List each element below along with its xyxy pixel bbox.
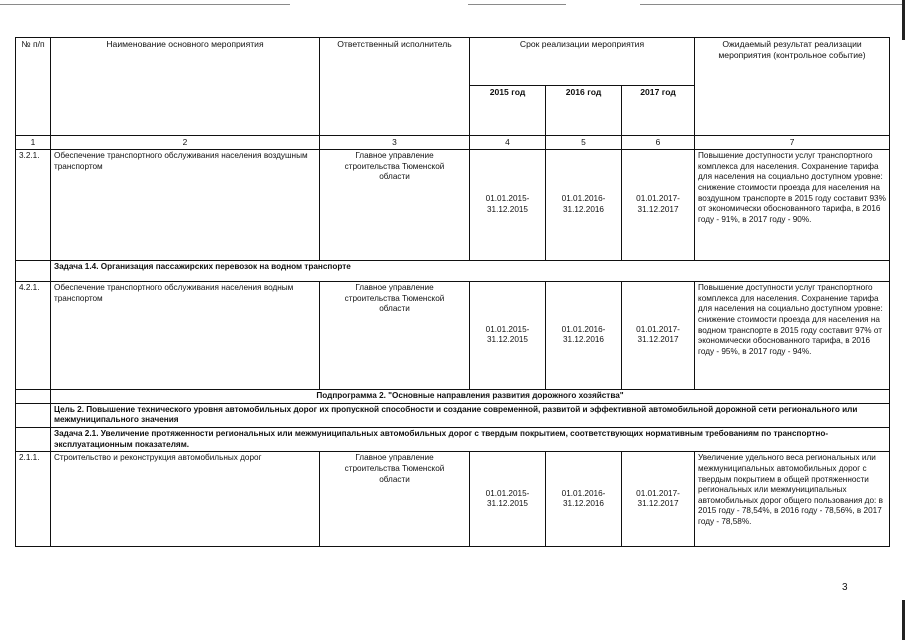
header-period: Срок реализации мероприятия [470,38,695,86]
row-period-2015: 01.01.2015- 31.12.2015 [470,281,546,389]
subprogram-2: Подпрограмма 2. "Основные направления развития дорожного хозяйства" [51,389,890,403]
row-period-2016: 01.01.2016- 31.12.2016 [546,452,622,547]
task-row [16,427,890,451]
row-name: Обеспечение транспортного обслуживания населения воздушным транспортом [51,149,320,260]
header-result: Ожидаемый результат реализации мероприятия (контрольное событие) [695,38,890,136]
top-scan-rule-left [0,4,290,5]
row-name: Обеспечение транспортного обслуживания населения водным транспортом [51,281,320,389]
column-numbers-row [16,136,890,150]
header-name: Наименование основного мероприятия [51,38,320,136]
task-num-cell [16,427,51,451]
top-scan-rule-right [640,4,905,5]
col-number: 6 [622,136,695,150]
col-number: 7 [695,136,890,150]
header-executor: Ответственный исполнитель [320,38,470,136]
top-scan-rule-mid [468,4,566,5]
page-number: 3 [842,582,848,593]
row-period-2015: 01.01.2015- 31.12.2015 [470,149,546,260]
row-period-2016: 01.01.2016- 31.12.2016 [546,281,622,389]
col-number: 2 [51,136,320,150]
row-result: Повышение доступности услуг транспортного комплекса для населения. Сохранение тарифа для населения на социально доступном уровне: снижение стоимости проезда для населения на водном транспорте в 2015 году составит 97% от экономически обоснованного тарифа, в 2016 году - 95%, в 2017 году - 94%. [695,281,890,389]
row-period-2017: 01.01.2017- 31.12.2017 [622,281,695,389]
task-2-1: Задача 2.1. Увеличение протяженности региональных или межмуниципальных автомобильных дорог с твердым покрытием, соответствующих нормативным требованиям по транспортно-эксплуатационным показателям. [51,427,890,451]
goal-2: Цель 2. Повышение технического уровня автомобильных дорог их пропускной способности и создание современной, развитой и эффективной автомобильной дорожной сети регионального или межмуниципального значения [51,403,890,427]
task-1-4: Задача 1.4. Организация пассажирских перевозок на водном транспорте [51,260,890,281]
row-period-2016: 01.01.2016- 31.12.2016 [546,149,622,260]
goal-row [16,403,890,427]
header-year-2016: 2016 год [546,86,622,136]
task-num-cell [16,260,51,281]
header-row [16,38,890,86]
col-number: 4 [470,136,546,150]
col-number: 3 [320,136,470,150]
row-num: 2.1.1. [16,452,51,547]
header-year-2017: 2017 год [622,86,695,136]
row-name: Строительство и реконструкция автомобильных дорог [51,452,320,547]
goal-num-cell [16,403,51,427]
row-period-2017: 01.01.2017- 31.12.2017 [622,452,695,547]
row-executor: Главное управление строительства Тюменской области [320,281,470,389]
header-num: № п/п [16,38,51,136]
row-executor: Главное управление строительства Тюменской области [320,149,470,260]
header-year-2015: 2015 год [470,86,546,136]
row-result: Повышение доступности услуг транспортного комплекса для населения. Сохранение тарифа для населения на социально доступном уровне: снижение стоимости проезда для населения на воздушном транспорте в 2015 году составит 93% от экономически обоснованного тарифа, в 2016 году - 91%, в 2017 году - 90%. [695,149,890,260]
row-period-2015: 01.01.2015- 31.12.2015 [470,452,546,547]
col-number: 1 [16,136,51,150]
table-row [16,281,890,389]
task-row [16,260,890,281]
measures-table [15,37,890,547]
subprogram-row [16,389,890,403]
row-num: 4.2.1. [16,281,51,389]
row-num: 3.2.1. [16,149,51,260]
subprogram-num-cell [16,389,51,403]
row-executor: Главное управление строительства Тюменской области [320,452,470,547]
row-result: Увеличение удельного веса региональных или межмуниципальных автомобильных дорог с твердым покрытием в общей протяженности региональных или межмуниципальных автомобильных дорог общего пользования до: в 2015 году - 78,54%, в 2016 году - 78,56%, в 2017 году - 78,58%. [695,452,890,547]
row-period-2017: 01.01.2017- 31.12.2017 [622,149,695,260]
table-row [16,149,890,260]
col-number: 5 [546,136,622,150]
table-row [16,452,890,547]
